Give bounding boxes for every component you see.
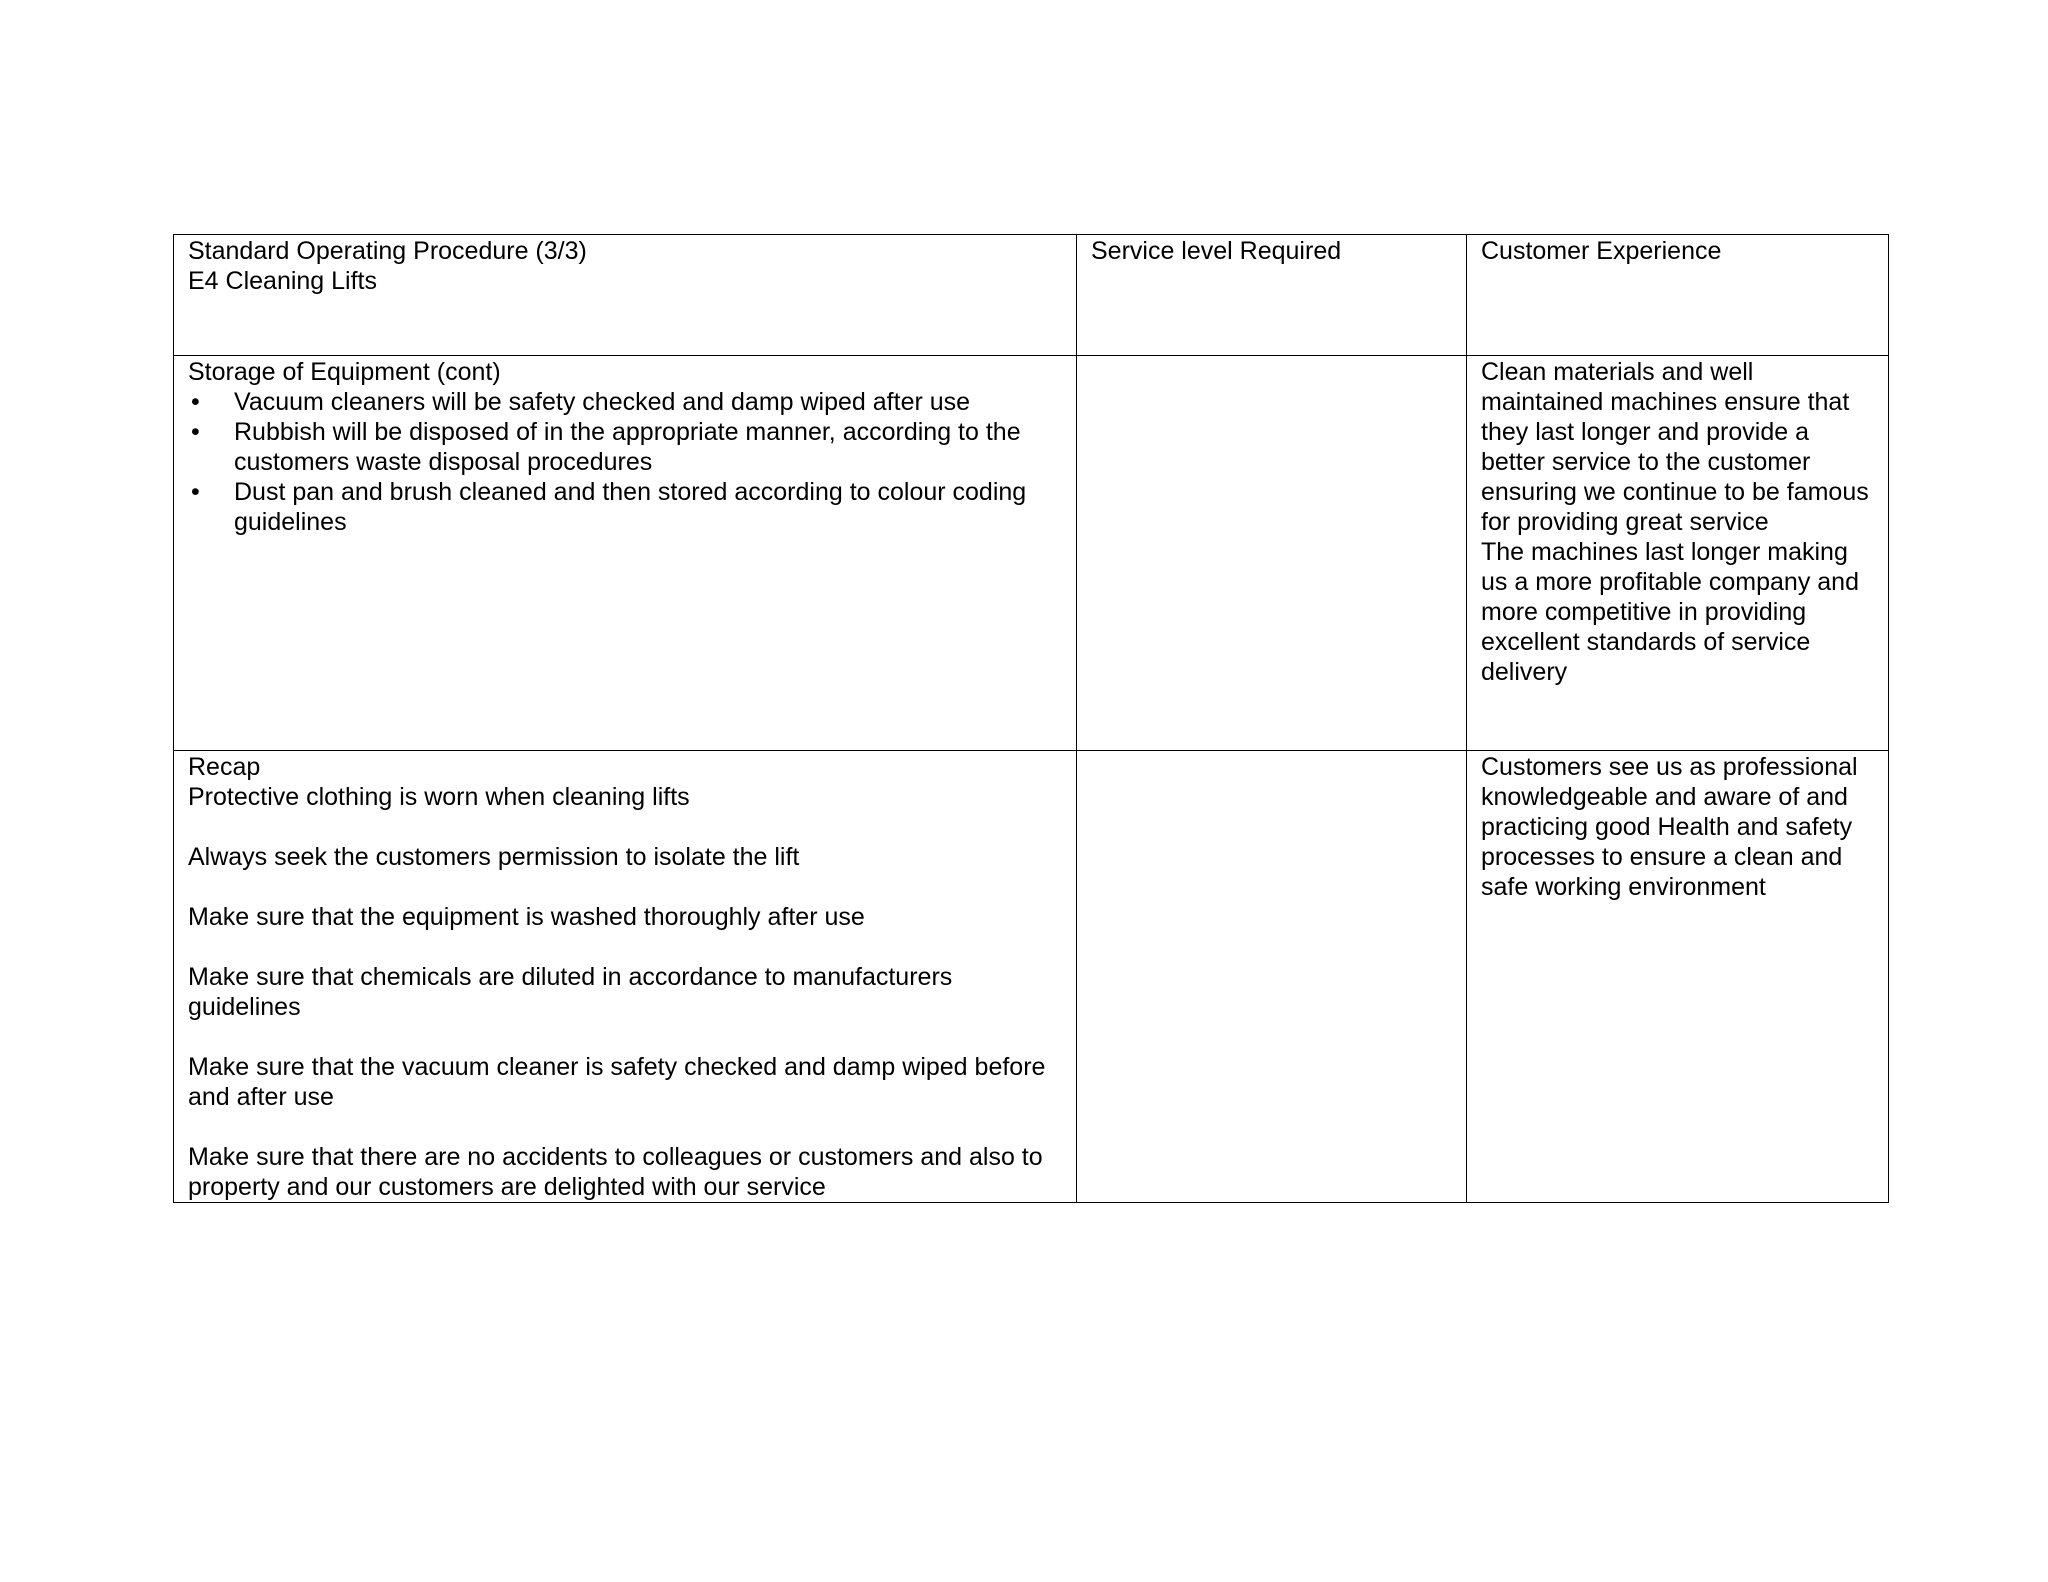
- recap-heading: Recap: [188, 753, 261, 781]
- list-item-text: Rubbish will be disposed of in the appropriate manner, according to the customers waste disposal procedures: [234, 418, 1021, 476]
- list-item-text: Vacuum cleaners will be safety checked and damp wiped after use: [234, 388, 971, 416]
- list-item-text: Dust pan and brush cleaned and then stored according to colour coding guidelines: [234, 478, 1027, 536]
- list-item: [188, 417, 1062, 477]
- bullet-icon: •: [191, 478, 200, 506]
- storage-row: [174, 356, 1889, 751]
- service-level-label: Service level Required: [1091, 237, 1342, 265]
- spacer: [188, 872, 1062, 902]
- procedure-title: Standard Operating Procedure (3/3): [188, 237, 587, 265]
- procedure-header-cell: [174, 235, 1077, 356]
- recap-experience-text: Customers see us as professional knowledgeable and aware of and practicing good Health and safety processes to ensure a clean and safe working environment: [1481, 753, 1858, 901]
- service-level-header-cell: [1077, 235, 1467, 356]
- storage-bullet-list: [188, 387, 1062, 537]
- customer-experience-label: Customer Experience: [1481, 237, 1722, 265]
- storage-experience-text: Clean materials and well maintained machines ensure that they last longer and provide a better service to the customer ensuring we continue to be famous for providing great service: [1481, 358, 1869, 536]
- storage-procedure-cell: [174, 356, 1077, 751]
- header-row: [174, 235, 1889, 356]
- customer-experience-header-cell: [1467, 235, 1889, 356]
- recap-point: Always seek the customers permission to isolate the lift: [188, 843, 800, 871]
- procedure-subtitle: E4 Cleaning Lifts: [188, 267, 378, 295]
- recap-customer-experience-cell: [1467, 751, 1889, 1203]
- list-item: [188, 387, 1062, 417]
- recap-service-level-cell: [1077, 751, 1467, 1203]
- sop-table: [173, 234, 1889, 1203]
- storage-customer-experience-cell: [1467, 356, 1889, 751]
- bullet-icon: •: [191, 388, 200, 416]
- bullet-icon: •: [191, 418, 200, 446]
- spacer: [188, 1022, 1062, 1052]
- storage-service-level-cell: [1077, 356, 1467, 751]
- recap-row: [174, 751, 1889, 1203]
- storage-heading: Storage of Equipment (cont): [188, 358, 501, 386]
- spacer: [188, 1112, 1062, 1142]
- recap-point: Make sure that the equipment is washed thoroughly after use: [188, 903, 865, 931]
- recap-point: Make sure that there are no accidents to colleagues or customers and also to property and our customers are delighted with our service: [188, 1143, 1043, 1201]
- storage-experience-text: The machines last longer making us a more profitable company and more competitive in providing excellent standards of service delivery: [1481, 538, 1859, 686]
- recap-point: Protective clothing is worn when cleaning lifts: [188, 783, 690, 811]
- recap-point: Make sure that chemicals are diluted in accordance to manufacturers guidelines: [188, 963, 953, 1021]
- recap-procedure-cell: [174, 751, 1077, 1203]
- list-item: [188, 477, 1062, 537]
- spacer: [188, 932, 1062, 962]
- spacer: [188, 812, 1062, 842]
- recap-point: Make sure that the vacuum cleaner is safety checked and damp wiped before and after use: [188, 1053, 1046, 1111]
